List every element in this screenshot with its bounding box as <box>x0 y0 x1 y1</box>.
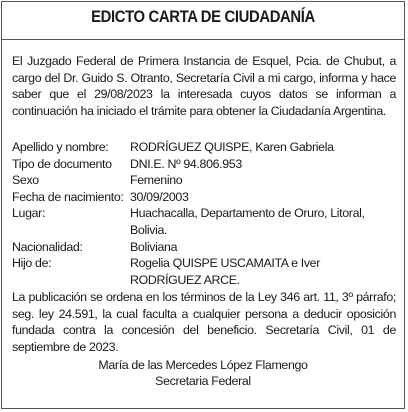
field-label: Fecha de nacimiento: <box>12 189 124 204</box>
field-value-line: Huachacalla, Departamento de Oruro, Litoral, <box>130 206 365 221</box>
signatory-role: Secretaria Federal <box>155 374 251 388</box>
applicant-details <box>12 139 396 288</box>
field-value-line: Bolivia. <box>130 222 168 237</box>
field-value-line: Boliviana <box>130 239 178 254</box>
field-value <box>130 156 396 173</box>
field-value-line: Rogelia QUISPE USCAMAITA e Iver <box>130 256 320 271</box>
field-row-parents <box>12 255 396 288</box>
field-row-birthplace <box>12 205 396 238</box>
field-row-sex <box>12 172 396 189</box>
field-value <box>130 172 396 189</box>
field-row-name <box>12 139 396 156</box>
closing-paragraph: La publicación se ordena en los términos de la Ley 346 art. 11, 3º párrafo; seg. ley 24.591, la cual faculta a cualquier persona a deducir oposición fundada contra la concesión del beneficio. Secretaría Civil, 01 de septiembre de 2023. <box>12 290 396 354</box>
field-value <box>130 189 396 206</box>
field-row-document <box>12 156 396 173</box>
field-value-line: RODRÍGUEZ ARCE. <box>130 272 240 287</box>
field-label: Tipo de documento <box>12 156 112 171</box>
field-value-line: RODRÍGUEZ QUISPE, Karen Gabriela <box>130 140 334 154</box>
field-value <box>130 255 396 288</box>
field-value-line: DNI.E. Nº 94.806.953 <box>130 156 242 171</box>
notice-title: EDICTO CARTA DE CIUDADANÍA <box>91 8 315 26</box>
field-value <box>130 239 396 256</box>
field-value-line: Femenino <box>130 173 183 188</box>
field-label: Hijo de: <box>12 256 52 271</box>
edict-notice <box>1 1 405 409</box>
field-value-line: 30/09/2003 <box>130 189 189 204</box>
field-label: Apellido y nombre: <box>12 140 109 154</box>
field-row-birthdate <box>12 189 396 206</box>
field-value <box>130 205 396 238</box>
field-label: Sexo <box>12 173 39 188</box>
title-divider <box>2 39 404 40</box>
field-row-nationality <box>12 239 396 256</box>
field-label: Lugar: <box>12 206 46 221</box>
intro-paragraph: El Juzgado Federal de Primera Instancia de Esquel, Pcia. de Chubut, a cargo del Dr. Guido S. Otranto, Secretaría Civil a mi cargo, informa y hace saber que el 29/08/2023 la interesada cuyos datos se informan a continuación ha iniciado el trámite para obtener la Ciudadanía Argentina. <box>12 54 396 118</box>
field-value <box>130 139 396 156</box>
field-label: Nacionalidad: <box>12 239 83 254</box>
signatory-name: María de las Mercedes López Flamengo <box>98 358 308 372</box>
